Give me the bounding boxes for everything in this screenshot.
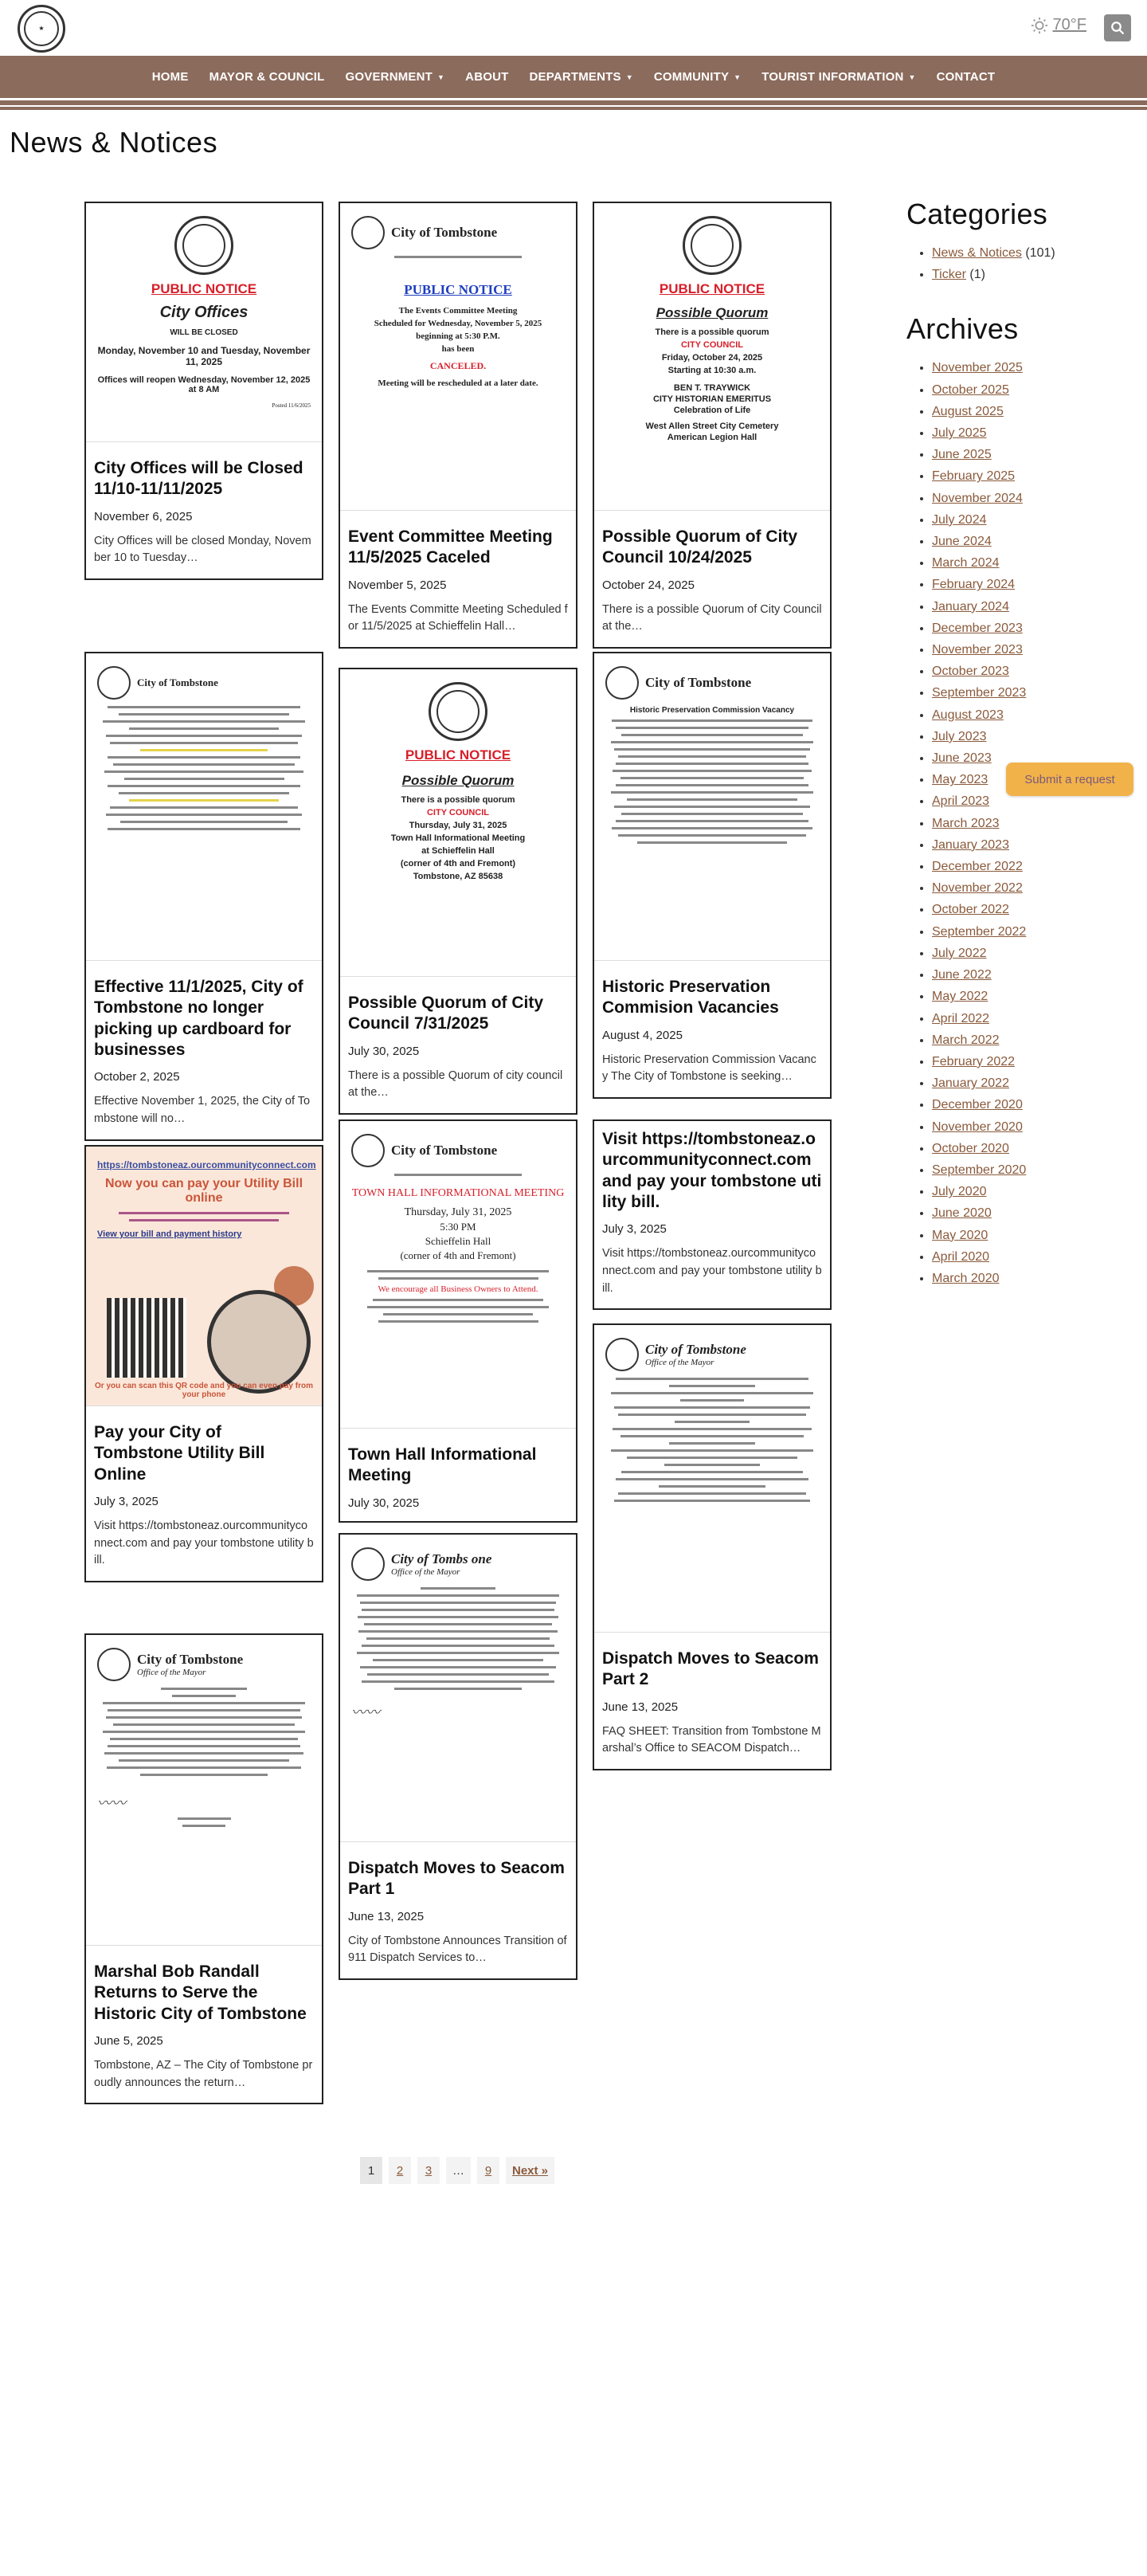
category-count: (101): [1025, 246, 1055, 260]
archive-item: [932, 964, 1137, 986]
thumb-sub: Office of the Mayor: [137, 1668, 206, 1677]
archive-item: [932, 552, 1137, 574]
nav-item-tourist-information[interactable]: [751, 70, 926, 84]
archive-item: [932, 1159, 1137, 1181]
seal-icon: [351, 1134, 385, 1167]
post-card[interactable]: [339, 1533, 577, 1980]
archive-link[interactable]: July 2020: [932, 1185, 987, 1199]
categories-heading: Categories: [906, 198, 1048, 230]
seal-icon: [351, 216, 385, 249]
thumb-notice: PUBLIC NOTICE: [405, 747, 511, 763]
archive-link[interactable]: November 2020: [932, 1119, 1023, 1134]
nav-item-label: DEPARTMENTS: [529, 70, 621, 84]
archive-item: [932, 661, 1137, 682]
thumb-line: at Schieffelin Hall: [421, 846, 495, 856]
seal-icon: [97, 1648, 131, 1681]
archive-item: [932, 986, 1137, 1007]
seal-icon: [207, 1290, 311, 1394]
archive-link[interactable]: September 2022: [932, 924, 1027, 939]
archive-link[interactable]: December 2022: [932, 860, 1023, 874]
archive-link[interactable]: February 2022: [932, 1054, 1016, 1068]
archive-item: [932, 834, 1137, 856]
thumb-line: We encourage all Business Owners to Attend.: [378, 1284, 538, 1294]
archive-link[interactable]: April 2023: [932, 794, 990, 809]
thumb-city: City of Tombstone: [137, 1652, 244, 1667]
post-date: October 2, 2025: [94, 1070, 180, 1084]
archive-item: [932, 379, 1137, 401]
thumb-notice: PUBLIC NOTICE: [151, 281, 257, 296]
post-excerpt: City of Tombstone Announces Transition of 911 Dispatch Services to…: [348, 1934, 567, 1965]
pagination-next[interactable]: Next »: [506, 2157, 554, 2184]
post-excerpt: Historic Preservation Commission Vacancy The City of Tombstone is seeking…: [602, 1053, 816, 1084]
thumb-line: There is a possible quorum: [401, 795, 515, 805]
archive-item: [932, 1051, 1137, 1072]
archive-item: [932, 465, 1137, 487]
archive-link[interactable]: June 2020: [932, 1206, 992, 1221]
thumb-line: Thursday, July 31, 2025: [409, 821, 507, 830]
thumb-line: Monday, November 10 and Tuesday, November 11, 2025: [97, 345, 311, 367]
signature-icon: 〰〰: [351, 1704, 380, 1720]
submit-request-button[interactable]: Submit a request: [1006, 763, 1133, 796]
archive-link[interactable]: June 2022: [932, 968, 992, 982]
post-excerpt: City Offices will be closed Monday, November 10 to Tuesday…: [94, 534, 311, 565]
thumb-line: Thursday, July 31, 2025: [404, 1206, 512, 1218]
thumb-line: West Allen Street City Cemetery: [645, 421, 779, 431]
thumb-notice: PUBLIC NOTICE: [659, 281, 765, 296]
thumb-line: (corner of 4th and Fremont): [400, 1249, 516, 1261]
archives-heading: Archives: [906, 312, 1019, 346]
thumb-city: City of Tombstone: [391, 225, 498, 240]
archive-item: [932, 574, 1137, 595]
archive-item: [932, 1116, 1137, 1138]
thumb-sub: Office of the Mayor: [391, 1567, 460, 1577]
archive-item: [932, 1138, 1137, 1159]
archive-link[interactable]: February 2024: [932, 578, 1016, 592]
archive-item: [932, 877, 1137, 899]
post-title[interactable]: Effective 11/1/2025, City of Tombstone no longer picking up cardboard for businesses: [94, 978, 303, 1059]
archive-item: [932, 444, 1137, 465]
archive-link[interactable]: December 2020: [932, 1098, 1023, 1112]
thumb-line: has been: [441, 344, 475, 354]
thumb-line: BEN T. TRAYWICK: [673, 383, 751, 393]
archive-link[interactable]: May 2023: [932, 773, 988, 787]
post-thumbnail[interactable]: [594, 1325, 830, 1633]
thumb-line: CITY COUNCIL: [680, 340, 744, 350]
weather-temp[interactable]: 70°F: [1052, 16, 1086, 33]
thumb-heading: City Offices: [159, 304, 249, 321]
archive-item: [932, 1029, 1137, 1051]
nav-item-home[interactable]: [142, 70, 199, 84]
sidebar: [906, 198, 1137, 1289]
archive-link[interactable]: January 2022: [932, 1076, 1009, 1091]
post-excerpt: Visit https://tombstoneaz.ourcommunityconnect.com and pay your tombstone utility bill.: [94, 1519, 314, 1567]
archive-item: [932, 488, 1137, 509]
archive-link[interactable]: November 2023: [932, 643, 1023, 657]
archive-item: [932, 856, 1137, 877]
post-date: June 5, 2025: [94, 2033, 163, 2048]
archive-item: [932, 943, 1137, 964]
archive-item: [932, 921, 1137, 943]
thumb-line: 5:30 PM: [440, 1221, 476, 1233]
nav-item-label: COMMUNITY: [653, 70, 730, 84]
archive-link[interactable]: January 2024: [932, 599, 1009, 614]
thumb-heading: Possible Quorum: [401, 773, 515, 788]
nav-item-contact[interactable]: [926, 70, 1006, 84]
archive-item: [932, 704, 1137, 726]
post-title[interactable]: City Offices will be Closed 11/10-11/11/2025: [94, 459, 303, 499]
pagination: [360, 2157, 554, 2184]
archive-item: [932, 1225, 1137, 1246]
post-excerpt: There is a possible Quorum of city council at the…: [348, 1068, 563, 1100]
archive-item: [932, 899, 1137, 920]
archive-link[interactable]: April 2022: [932, 1011, 990, 1025]
chevron-down-icon: ▼: [734, 73, 742, 81]
post-card[interactable]: [339, 1119, 577, 1523]
archive-item: [932, 1202, 1137, 1224]
thumb-line: Celebration of Life: [673, 406, 751, 415]
archive-link[interactable]: June 2023: [932, 751, 992, 766]
post-title[interactable]: Town Hall Informational Meeting: [348, 1445, 537, 1485]
archive-item: [932, 1094, 1137, 1115]
archive-item: [932, 726, 1137, 747]
archive-item: [932, 813, 1137, 834]
seal-icon: ★: [24, 11, 59, 46]
header: [0, 0, 1147, 56]
archive-item: [932, 682, 1137, 704]
archive-link[interactable]: November 2022: [932, 881, 1023, 896]
archive-item: [932, 1181, 1137, 1202]
post-date: July 30, 2025: [348, 1044, 420, 1058]
archive-link[interactable]: October 2025: [932, 382, 1009, 397]
search-icon: [1110, 21, 1125, 35]
nav-item-label: MAYOR & COUNCIL: [209, 70, 325, 84]
post-thumbnail[interactable]: [86, 1635, 322, 1946]
categories-list: [906, 242, 1137, 285]
post-title[interactable]: Pay your City of Tombstone Utility Bill Online: [94, 1423, 265, 1484]
archive-link[interactable]: October 2023: [932, 665, 1009, 679]
post-thumbnail[interactable]: [340, 669, 576, 977]
post-card[interactable]: [593, 652, 832, 1099]
seal-icon: [683, 216, 742, 275]
post-excerpt: Visit https://tombstoneaz.ourcommunityconnect.com and pay your tombstone utility bill.: [602, 1247, 822, 1295]
post-excerpt: Tombstone, AZ – The City of Tombstone proudly announces the return…: [94, 2058, 313, 2089]
post-title[interactable]: Marshal Bob Randall Returns to Serve the Historic City of Tombstone: [94, 1962, 307, 2023]
thumb-line: American Legion Hall: [667, 433, 757, 442]
thumb-line: CITY HISTORIAN EMERITUS: [652, 394, 772, 404]
thumb-line: CITY COUNCIL: [426, 808, 490, 817]
post-excerpt: Effective November 1, 2025, the City of Tombstone will no…: [94, 1095, 311, 1125]
post-excerpt: The Events Committe Meeting Scheduled for 11/5/2025 at Schieffelin Hall…: [348, 602, 568, 633]
pagination-page: 1: [360, 2157, 382, 2184]
post-card[interactable]: [593, 1323, 832, 1770]
archive-link[interactable]: March 2023: [932, 816, 1000, 830]
thumb-line: Town Hall Informational Meeting: [390, 833, 526, 843]
city-logo[interactable]: [18, 5, 65, 53]
post-date: July 30, 2025: [348, 1496, 420, 1510]
archive-link[interactable]: July 2024: [932, 512, 987, 527]
nav-item-community[interactable]: [644, 70, 751, 84]
thumb-line: Starting at 10:30 a.m.: [667, 366, 757, 375]
archive-link[interactable]: April 2020: [932, 1249, 990, 1264]
archive-link[interactable]: May 2020: [932, 1228, 988, 1242]
archive-link[interactable]: July 2025: [932, 426, 987, 441]
post-title[interactable]: Event Committee Meeting 11/5/2025 Caceled: [348, 527, 553, 567]
post-card[interactable]: [593, 202, 832, 649]
thumb-line: WILL BE CLOSED: [170, 328, 238, 337]
archive-link[interactable]: May 2022: [932, 990, 988, 1004]
nav-item-government[interactable]: [335, 70, 456, 84]
archive-item: [932, 1072, 1137, 1094]
post-excerpt: There is a possible Quorum of City Council at the…: [602, 602, 822, 633]
archive-link[interactable]: June 2024: [932, 535, 992, 549]
thumb-city: City of Tombs one: [391, 1551, 492, 1566]
post-thumbnail[interactable]: [340, 1535, 576, 1842]
post-title[interactable]: Visit https://tombstoneaz.ourcommunityconnect.com and pay your tombstone utility bill.: [602, 1130, 822, 1211]
category-link[interactable]: News & Notices: [932, 246, 1022, 260]
post-thumbnail[interactable]: [86, 653, 322, 961]
post-title[interactable]: Possible Quorum of City Council 10/24/2025: [602, 527, 798, 567]
thumb-url: https://tombstoneaz.ourcommunityconnect.com: [97, 1159, 316, 1170]
post-card[interactable]: [84, 1633, 323, 2104]
thumb-line: CANCELED.: [429, 360, 487, 371]
archive-item: [932, 357, 1137, 378]
post-card[interactable]: [339, 202, 577, 649]
post-date: October 24, 2025: [602, 578, 695, 592]
archive-link[interactable]: November 2025: [932, 361, 1023, 375]
thumb-heading: Historic Preservation Commission Vacancy: [629, 706, 795, 715]
nav-menu: [0, 56, 1147, 98]
category-link[interactable]: Ticker: [932, 268, 966, 282]
seal-icon: [174, 216, 233, 275]
archive-item: [932, 401, 1137, 422]
pagination-page[interactable]: 2: [389, 2157, 411, 2184]
archive-item: [932, 618, 1137, 639]
archive-item: [932, 1246, 1137, 1268]
archive-link[interactable]: March 2022: [932, 1033, 1000, 1047]
chevron-down-icon: ▼: [437, 73, 445, 81]
category-count: (1): [969, 268, 985, 282]
nav-item-label: HOME: [151, 70, 189, 84]
seal-icon: [605, 1338, 639, 1371]
thumb-line: Posted 11/6/2025: [272, 402, 311, 409]
archive-link[interactable]: October 2022: [932, 903, 1009, 917]
archive-link[interactable]: September 2023: [932, 686, 1027, 700]
post-excerpt: FAQ SHEET: Transition from Tombstone Marshal’s Office to SEACOM Dispatch…: [602, 1724, 821, 1755]
archives-list: [906, 357, 1137, 1289]
seal-icon: [351, 1547, 385, 1581]
archive-link[interactable]: June 2025: [932, 448, 992, 462]
post-thumbnail[interactable]: [340, 1121, 576, 1429]
search-button[interactable]: [1104, 14, 1131, 41]
thumb-line: Offices will reopen Wednesday, November 12, 2025 at 8 AM: [97, 375, 311, 394]
qr-code-icon: [107, 1298, 186, 1378]
thumb-heading: TOWN HALL INFORMATIONAL MEETING: [351, 1187, 565, 1199]
post-card[interactable]: [593, 1119, 832, 1310]
archive-link[interactable]: March 2024: [932, 556, 1000, 570]
post-card[interactable]: [84, 652, 323, 1141]
pagination-page[interactable]: 9: [477, 2157, 499, 2184]
nav-divider: [0, 107, 1147, 110]
post-title[interactable]: Historic Preservation Commision Vacancies: [602, 978, 779, 1017]
post-thumbnail[interactable]: [86, 1147, 322, 1406]
weather-widget: [1031, 16, 1086, 34]
sun-icon: [1031, 17, 1048, 34]
nav-item-about[interactable]: [455, 70, 519, 84]
signature-icon: 〰〰: [97, 1795, 126, 1811]
nav-item-mayor-council[interactable]: [199, 70, 335, 84]
archive-link[interactable]: July 2022: [932, 946, 987, 960]
archive-link[interactable]: July 2023: [932, 729, 987, 743]
archive-item: [932, 531, 1137, 552]
post-title[interactable]: Dispatch Moves to Seacom Part 1: [348, 1859, 565, 1899]
archive-link[interactable]: November 2024: [932, 491, 1023, 505]
post-date: June 13, 2025: [602, 1700, 679, 1714]
nav-item-label: CONTACT: [936, 70, 996, 84]
post-thumbnail[interactable]: [86, 203, 322, 442]
thumb-line: There is a possible quorum: [655, 327, 769, 337]
archive-link[interactable]: December 2023: [932, 621, 1023, 635]
nav-item-label: GOVERNMENT: [345, 70, 433, 84]
archive-link[interactable]: October 2020: [932, 1141, 1009, 1155]
archive-item: [932, 422, 1137, 444]
category-item: [932, 242, 1137, 264]
thumb-line: beginning at 5:30 P.M.: [416, 331, 500, 341]
post-date: August 4, 2025: [602, 1028, 683, 1042]
thumb-sub: Office of the Mayor: [645, 1358, 714, 1367]
archive-link[interactable]: March 2020: [932, 1271, 1000, 1285]
post-date: June 13, 2025: [348, 1909, 425, 1923]
thumb-footer: Or you can scan this QR code and you can even pay from your phone: [95, 1382, 313, 1399]
archive-link[interactable]: August 2023: [932, 708, 1004, 722]
thumb-city: City of Tombstone: [645, 1342, 746, 1357]
thumb-city: City of Tombstone: [391, 1143, 498, 1158]
post-card[interactable]: [84, 1145, 323, 1582]
thumb-line: Scheduled for Wednesday, November 5, 2025: [374, 319, 542, 328]
thumb-line: Meeting will be rescheduled at a later date.: [378, 378, 538, 388]
thumb-heading: Now you can pay your Utility Bill online: [104, 1177, 303, 1205]
archive-item: [932, 639, 1137, 661]
archive-item: [932, 596, 1137, 618]
seal-icon: [97, 666, 131, 700]
post-card[interactable]: [339, 668, 577, 1115]
archive-link[interactable]: February 2025: [932, 469, 1016, 484]
thumb-notice: PUBLIC NOTICE: [404, 282, 512, 297]
seal-icon: [605, 666, 639, 700]
thumb-city: City of Tombstone: [137, 676, 218, 688]
thumb-line: Tombstone, AZ 85638: [413, 872, 503, 881]
post-date: November 6, 2025: [94, 509, 193, 523]
post-card[interactable]: [84, 202, 323, 580]
thumb-link: View your bill and payment history: [97, 1229, 242, 1239]
thumb-line: (corner of 4th and Fremont): [400, 859, 516, 868]
post-thumbnail[interactable]: [594, 653, 830, 961]
post-date: November 5, 2025: [348, 578, 447, 592]
chevron-down-icon: ▼: [625, 73, 633, 81]
thumb-line: The Events Committee Meeting: [398, 306, 518, 316]
archive-item: [932, 1268, 1137, 1289]
thumb-heading: Possible Quorum: [656, 305, 769, 320]
nav-item-label: TOURIST INFORMATION: [761, 70, 904, 84]
category-item: [932, 264, 1137, 285]
seal-icon: [429, 682, 487, 741]
archive-item: [932, 509, 1137, 531]
thumb-line: Schieffelin Hall: [425, 1235, 491, 1247]
nav-item-departments[interactable]: [519, 70, 643, 84]
nav-divider: [0, 100, 1147, 105]
thumb-city: City of Tombstone: [645, 675, 752, 690]
post-date: July 3, 2025: [602, 1222, 667, 1236]
post-title[interactable]: Possible Quorum of City Council 7/31/2025: [348, 994, 544, 1033]
main-nav: [0, 56, 1147, 98]
thumb-line: Friday, October 24, 2025: [661, 353, 763, 363]
archive-item: [932, 1008, 1137, 1029]
nav-item-label: ABOUT: [465, 70, 509, 84]
pagination-ellipsis: …: [446, 2157, 471, 2184]
archive-link[interactable]: August 2025: [932, 404, 1004, 418]
chevron-down-icon: ▼: [908, 73, 916, 81]
post-title[interactable]: Dispatch Moves to Seacom Part 2: [602, 1649, 819, 1689]
page-title: News & Notices: [10, 126, 218, 159]
post-date: July 3, 2025: [94, 1494, 159, 1508]
post-thumbnail[interactable]: [340, 203, 576, 511]
post-thumbnail[interactable]: [594, 203, 830, 511]
pagination-page[interactable]: 3: [417, 2157, 440, 2184]
archive-link[interactable]: January 2023: [932, 837, 1009, 852]
archive-link[interactable]: September 2020: [932, 1163, 1027, 1177]
